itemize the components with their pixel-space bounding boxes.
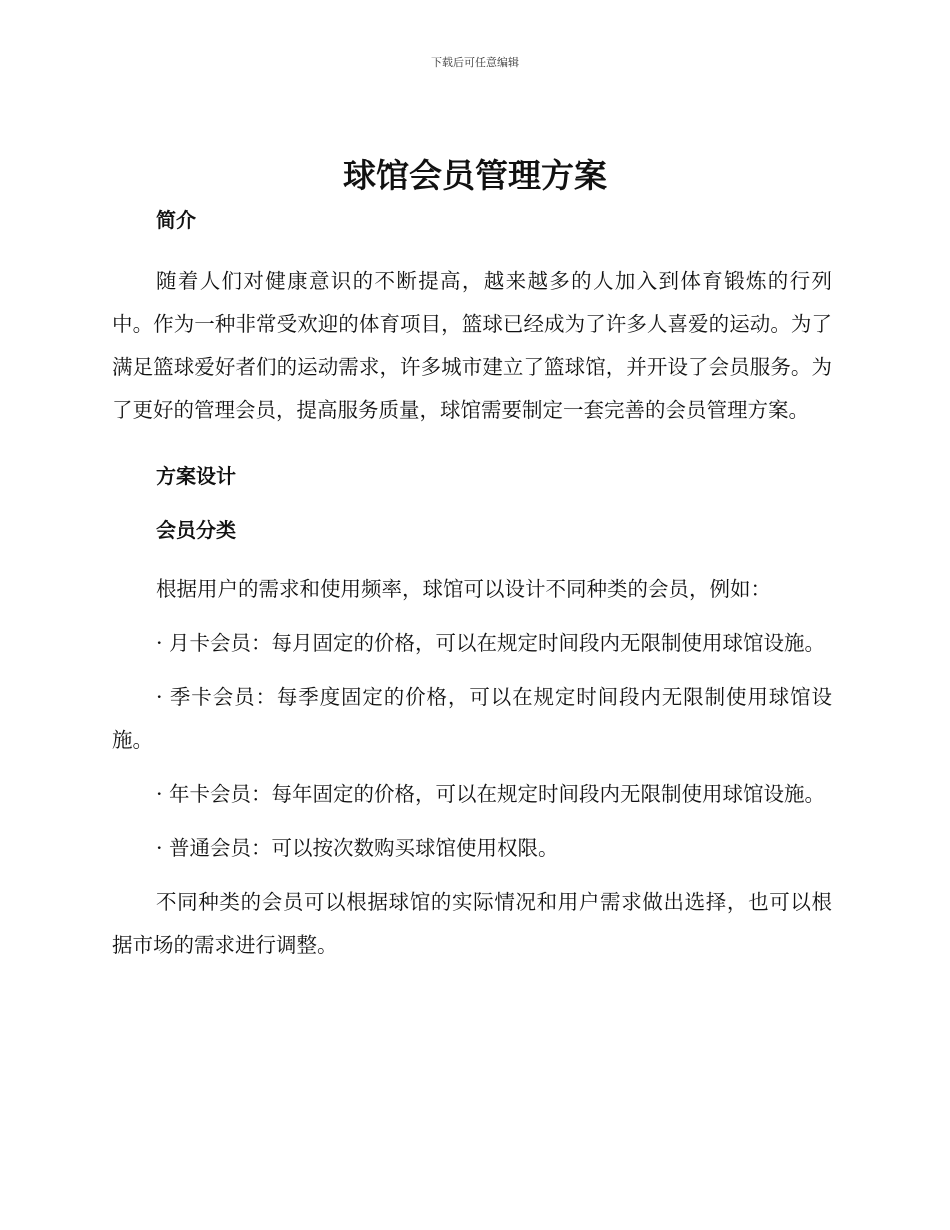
heading-classification: 会员分类: [156, 518, 236, 542]
intro-paragraph: 随着人们对健康意识的不断提高，越来越多的人加入到体育锻炼的行列中。作为一种非常受欢迎的体育项目，篮球已经成为了许多人喜爱的运动。为了满足篮球爱好者们的运动需求，许多城市建立了篮球馆，并开设了会员服务。为了更好的管理会员，提高服务质量，球馆需要制定一套完善的会员管理方案。: [112, 269, 832, 422]
list-item: · 季卡会员：每季度固定的价格，可以在规定时间段内无限制使用球馆设施。: [112, 685, 832, 752]
document-body: [112, 204, 832, 967]
closing-paragraph: 不同种类的会员可以根据球馆的实际情况和用户需求做出选择，也可以根据市场的需求进行调整。: [112, 890, 832, 957]
heading-design: 方案设计: [156, 464, 236, 488]
heading-intro: 简介: [156, 208, 196, 232]
list-item: · 月卡会员：每月固定的价格，可以在规定时间段内无限制使用球馆设施。: [156, 631, 826, 655]
list-item: · 普通会员：可以按次数购买球馆使用权限。: [156, 836, 559, 860]
list-item: · 年卡会员：每年固定的价格，可以在规定时间段内无限制使用球馆设施。: [156, 782, 826, 806]
classification-intro: 根据用户的需求和使用频率，球馆可以设计不同种类的会员，例如：: [156, 577, 771, 601]
header-note: 下载后可任意编辑: [431, 56, 519, 69]
document-title: 球馆会员管理方案: [343, 156, 607, 195]
